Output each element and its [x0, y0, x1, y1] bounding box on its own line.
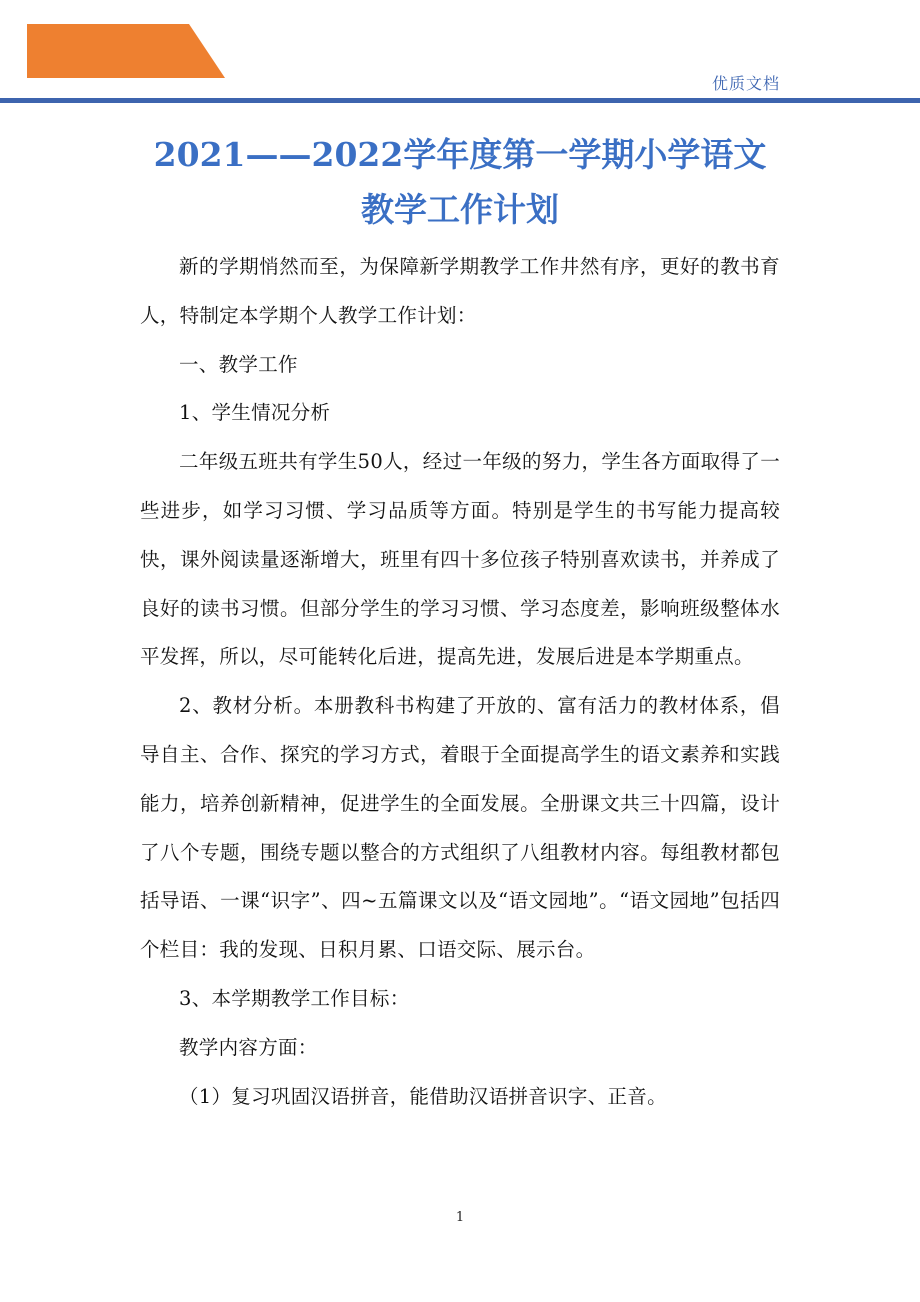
subheading-teaching-content: 教学内容方面：	[179, 1035, 318, 1059]
paragraph-textbook-analysis: 2、教材分析。本册教科书构建了开放的、富有活力的教材体系，倡导自主、合作、探究的学习方式，着眼于全面提高学生的语文素养和实践能力，培养创新精神，促进学生的全面发展。全册课文共三十四篇，设计了八个专题，围绕专题以整合的方式组织了八组教材内容。每组教材都包括导语、一课“识字”、四~五篇课文以及“语文园地”。“语文园地”包括四个栏目：我的发现、日积月累、口语交际、展示台。	[140, 694, 780, 962]
list-item-pinyin-review: （1）复习巩固汉语拼音，能借助汉语拼音识字、正音。	[179, 1084, 667, 1108]
paragraph-intro: 新的学期悄然而至，为保障新学期教学工作井然有序，更好的教书育人，特制定本学期个人教学工作计划：	[140, 255, 780, 327]
document-title-line-2: 教学工作计划	[361, 190, 559, 229]
document-body	[140, 243, 780, 1121]
document-title-line-1: 2021——2022学年度第一学期小学语文	[153, 135, 767, 174]
page-number: 1	[455, 1210, 465, 1225]
header-tab-shape	[27, 24, 225, 78]
section-heading-teaching-work: 一、教学工作	[179, 352, 298, 376]
header-tab-polygon	[27, 24, 225, 78]
paragraph-student-analysis: 二年级五班共有学生50人，经过一年级的努力，学生各方面取得了一些进步，如学习习惯、学习品质等方面。特别是学生的书写能力提高较快，课外阅读量逐渐增大，班里有四十多位孩子特别喜欢读书，并养成了良好的读书习惯。但部分学生的学习习惯、学习态度差，影响班级整体水平发挥，所以，尽可能转化后进，提高先进，发展后进是本学期重点。	[140, 450, 780, 669]
subheading-semester-goals: 3、本学期教学工作目标：	[179, 986, 410, 1010]
header-label: 优质文档	[711, 74, 780, 93]
header-rule	[0, 98, 920, 103]
subheading-student-analysis: 1、学生情况分析	[179, 401, 331, 425]
